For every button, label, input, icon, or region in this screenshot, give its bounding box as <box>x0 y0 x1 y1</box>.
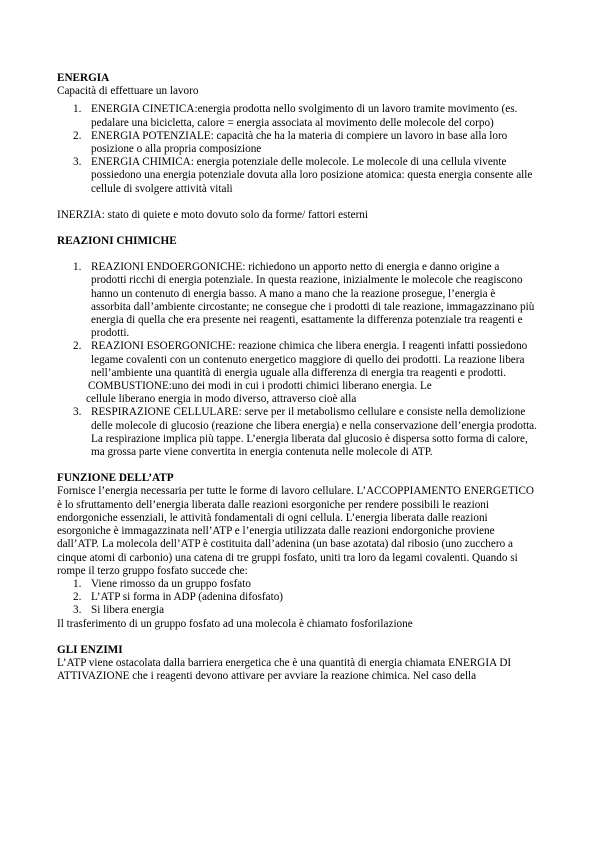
list-item <box>57 261 537 340</box>
document-content <box>57 72 537 683</box>
list-item <box>57 130 537 156</box>
list-number: 2. <box>73 591 82 604</box>
list-text: RESPIRAZIONE CELLULARE: serve per il metabolismo cellulare e consiste nella demolizione delle molecole di glucosio (reazione che libera energia) e nella conservazione dell’energia prodotta. La respirazione implica più tappe. L’energia liberata dal glucosio è dispersa sotto forma di calore, ma grossa parte viene convertita in energia contenuta nelle molecole di ATP. <box>91 406 537 459</box>
list-number: 1. <box>73 261 82 274</box>
list-text: ENERGIA CINETICA:energia prodotta nello svolgimento di un lavoro tramite movimento (es. pedalare una bicicletta, calore = energia associata al movimento delle molecole del corpo) <box>91 103 518 129</box>
list-item <box>57 103 537 129</box>
section-energia <box>57 72 537 196</box>
list-item <box>57 156 537 196</box>
list-number: 1. <box>73 577 82 590</box>
enzimi-body: L’ATP viene ostacolata dalla barriera energetica che è una quantità di energia chiamata ENERGIA DI ATTIVAZIONE che i reagenti devono attivare per avviare la reazione chimica. Nel caso della <box>57 656 512 683</box>
atp-list <box>57 578 537 618</box>
list-number: 2. <box>73 340 82 353</box>
list-item <box>57 604 537 617</box>
heading-enzimi: GLI ENZIMI <box>57 643 123 656</box>
combustione-line: COMBUSTIONE:uno dei modi in cui i prodotti chimici liberano energia. Le <box>88 380 432 393</box>
section-atp <box>57 472 537 630</box>
reazioni-list <box>57 261 537 459</box>
atp-body: Fornisce l’energia necessaria per tutte le forme di lavoro cellulare. L’ACCOPPIAMENTO ENERGETICO è lo sfruttamento dell’energia liberata dalle reazioni esorgoniche per rendere possibili le reazioni endorgoniche essenziali, le attività fondamentali di ogni cellula. L’energia liberata dalle reazioni esorgoniche è immagazzinata nell’ATP e l’energia utilizzata dalle reazioni endorgoniche proviene dall’ATP. La molecola dell’ATP è costituita dall’adenina (un base azotata) dal ribosio (uno zucchero a cinque atomi di carbonio) una catena di tre gruppi fosfato, uniti tra loro da legami covalenti. Quando si rompe il terzo gruppo fosfato succede che: <box>57 485 535 577</box>
list-text: REAZIONI ESOERGONICHE: reazione chimica che libera energia. I reagenti infatti possiedono legame covalenti con un contenuto energetico maggiore di quello dei prodotti. La reazione libera nell’ambiente una quantità di energia uguale alla differenza di energia tra reagenti e prodotti. <box>91 340 528 379</box>
atp-footer: Il trasferimento di un gruppo fosfato ad una molecola è chiamato fosforilazione <box>57 617 413 630</box>
energia-subtitle: Capacità di effettuare un lavoro <box>57 85 199 98</box>
combustione-line-2: cellule liberano energia in modo diverso, attraverso cioè alla <box>86 393 357 406</box>
list-number: 3. <box>73 156 82 169</box>
energia-list <box>57 103 537 195</box>
list-item <box>57 406 537 459</box>
list-text: ENERGIA CHIMICA: energia potenziale delle molecole. Le molecole di una cellula vivente possiedono una energia potenziale dovuta alla loro posizione atomica: questa energia consente alle cellule di svolgere attività vitali <box>91 156 533 195</box>
list-text: L’ATP si forma in ADP (adenina difosfato) <box>91 591 284 604</box>
section-reazioni <box>57 235 537 459</box>
list-number: 3. <box>73 604 82 617</box>
list-item <box>57 591 537 604</box>
list-text: REAZIONI ENDOERGONICHE: richiedono un apporto netto di energia e danno origine a prodotti ricchi di energia potenziale. In questa reazione, inizialmente le molecole che reagiscono hanno un contenuto di energia basso. A mano a mano che la reazione prosegue, l’energia è assorbita dall’ambiente circostante; ne consegue che i prodotti di tale reazione, immagazzinano più energia di quella che era presente nei reagenti, esattamente la differenza potenziale tra reagenti e prodotti. <box>91 261 535 340</box>
list-text: Viene rimosso da un gruppo fosfato <box>91 577 251 590</box>
list-number: 1. <box>73 103 82 116</box>
heading-reazioni: REAZIONI CHIMICHE <box>57 235 177 248</box>
list-number: 3. <box>73 406 82 419</box>
list-text: ENERGIA POTENZIALE: capacità che ha la materia di compiere un lavoro in base alla loro posizione o alla propria composizione <box>91 129 508 156</box>
section-enzimi <box>57 644 537 684</box>
list-number: 2. <box>73 129 82 142</box>
list-item <box>57 578 537 591</box>
inerzia-paragraph: INERZIA: stato di quiete e moto dovuto solo da forme/ fattori esterni <box>57 208 369 221</box>
list-text: Si libera energia <box>91 604 165 617</box>
heading-energia: ENERGIA <box>57 72 110 84</box>
heading-atp: FUNZIONE DELL’ATP <box>57 472 174 485</box>
list-item <box>57 340 537 406</box>
